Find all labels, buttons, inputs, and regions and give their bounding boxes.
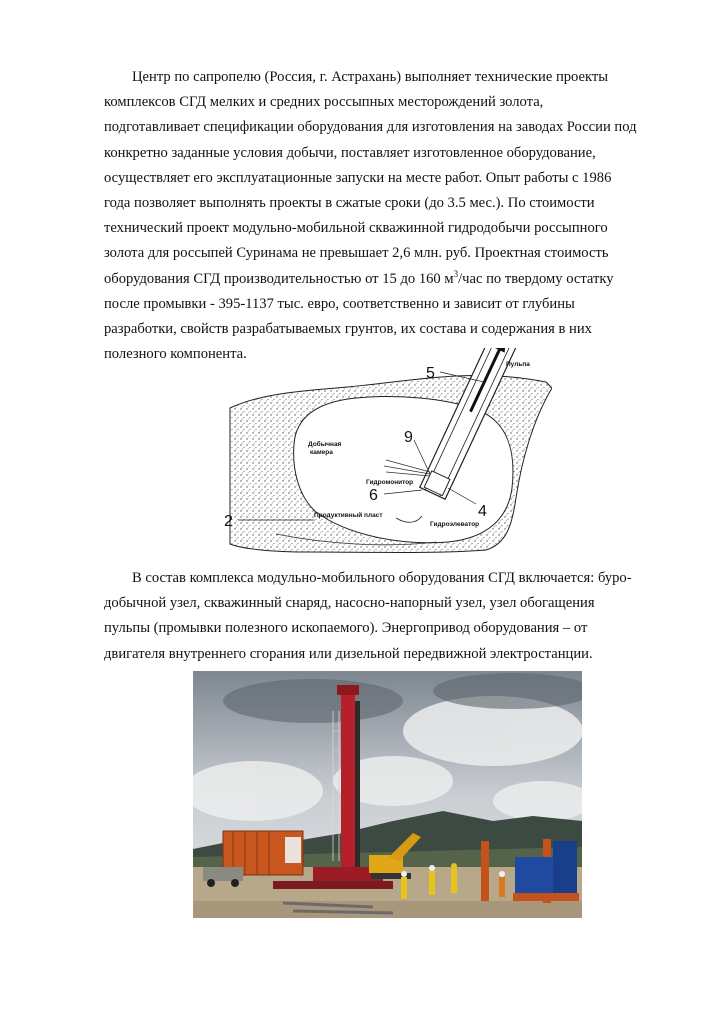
callout-5: 5: [426, 365, 435, 382]
callout-6: 6: [369, 487, 378, 504]
callout-4: 4: [478, 503, 487, 520]
paragraph-text-cont: /час по твердому остатку после промывки - 395-1137 тыс. евро, соответственно и зависит от глубины разработки, свойств разрабатываемых грунтов, их состава и содержания в них полезного компонента.: [104, 270, 614, 363]
label-chamber-line1: Добычная: [308, 441, 342, 448]
label-chamber-line2: камера: [310, 449, 333, 456]
label-hydroelevator: Гидроэлеватор: [430, 521, 480, 528]
superscript-3: 3: [453, 268, 459, 279]
paragraph-project-description: [104, 65, 640, 367]
callout-9: 9: [404, 429, 413, 446]
drilling-rig-photo: [193, 671, 582, 918]
label-hydromonitor: Гидромонитор: [366, 479, 414, 486]
callout-2: 2: [224, 513, 233, 530]
paragraph-text: В состав комплекса модульно-мобильного оборудования СГД включается: буро-добычной узел, скважинный снаряд, насосно-напорный узел, узел обогащения пульпы (промывки полезного ископаемого). Энергопривод оборудования – от двигателя внутреннего сгорания или дизельной передвижной электростанции.: [104, 570, 632, 662]
borehole-mining-diagram: [216, 348, 552, 554]
paragraph-text: Центр по сапропелю (Россия, г. Астрахань) выполняет технические проекты комплексов СГД мелких и средних россыпных месторождений золота, подготавливает спецификации оборудования для изготовления на заводах России под конкретно заданные условия добычи, поставляет изготовленное оборудование, осуществляет его эксплуатационные запуски на месте работ. Опыт работы с 1986 года позволяет выполнять проекты в сжатые сроки (до 3.5 мес.). По стоимости технический проект модульно-мобильной скважинной гидродобычи россыпного золота для россыпей Суринама не превышает 2,6 млн. руб. Проектная стоимость оборудования СГД производительностью от 15 до 160 м: [104, 69, 637, 287]
label-pulpa: Пульпа: [506, 361, 530, 368]
label-productive-layer: Продуктивный пласт: [314, 512, 383, 519]
paragraph-equipment-composition: [104, 566, 640, 667]
